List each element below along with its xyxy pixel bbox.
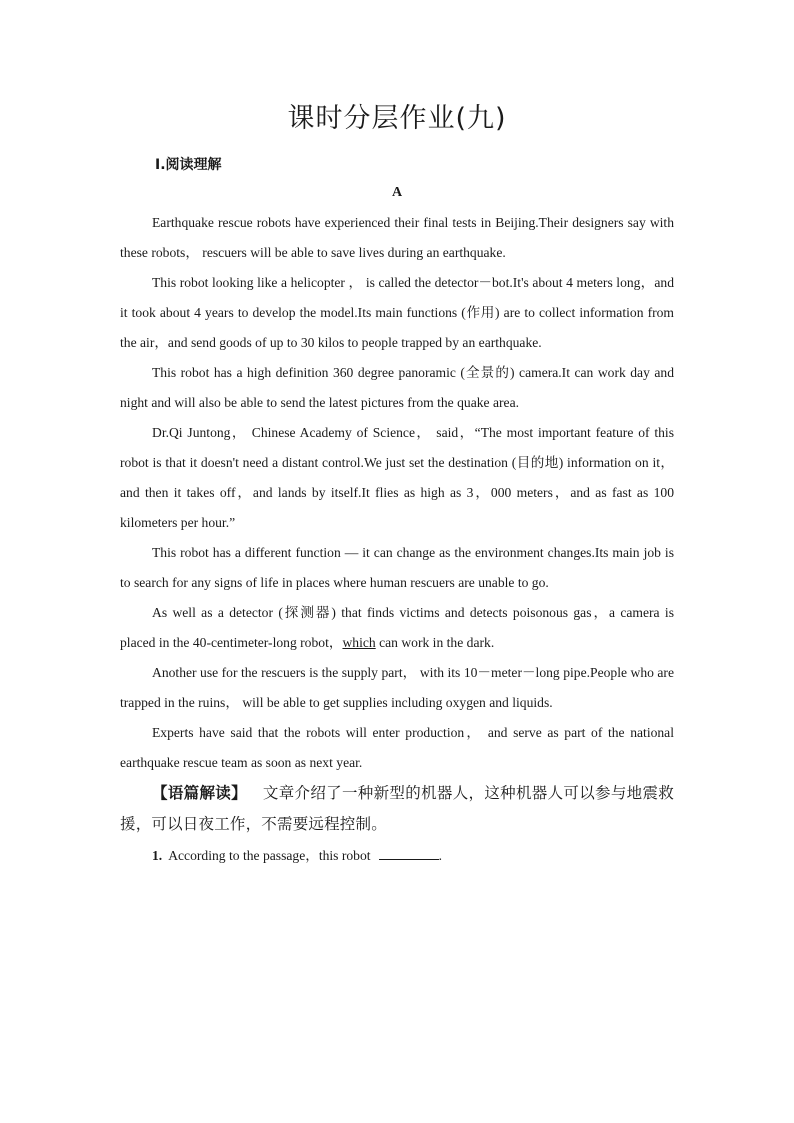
- analysis-tag: 【语篇解读】: [152, 784, 247, 802]
- paragraph: Dr.Qi Juntong， Chinese Academy of Science， said，“The most important feature of this robot is that it doesn't need a distant control.We just set the destination (目的地) information on it，and then it takes off，and lands by itself.It flies as high as 3，000 meters，and as fast as 100 kilometers per hour.”: [120, 425, 674, 530]
- page-title: 课时分层作业(九): [287, 103, 507, 134]
- paragraph-text: can work in the dark.: [375, 635, 495, 650]
- paragraph-with-underline: [120, 598, 674, 658]
- paragraph: Earthquake rescue robots have experienced their final tests in Beijing.Their designers say with these robots， rescuers will be able to save lives during an earthquake.: [120, 215, 674, 260]
- paragraph: This robot looking like a helicopter ， is called the detector－bot.It's about 4 meters long，and it took about 4 years to develop the model.Its main functions (作用) are to collect information from the air，and send goods of up to 30 kilos to people trapped by an earthquake.: [120, 275, 674, 350]
- paragraph: This robot has a different function — it can change as the environment changes.Its main job is to search for any signs of life in places where human rescuers are unable to go.: [120, 545, 674, 590]
- passage-letter: A: [391, 185, 403, 200]
- answer-blank[interactable]: [379, 847, 439, 860]
- question-text: According to the passage，this robot: [168, 848, 371, 863]
- paragraph: This robot has a high definition 360 degree panoramic (全景的) camera.It can work day and night and will also be able to send the latest pictures from the quake area.: [120, 365, 674, 410]
- paragraph-text: As well as a detector (探测器) that finds victims and detects poisonous gas，a camera is placed in the 40-centimeter-long robot，: [120, 605, 674, 650]
- analysis-text: 文章介绍了一种新型的机器人，这种机器人可以参与地震救援，可以日夜工作，不需要远程控制。: [120, 784, 675, 833]
- passage-body: [120, 208, 674, 872]
- passage-analysis: [120, 778, 674, 840]
- question-item: [120, 840, 674, 872]
- section-heading: Ⅰ.阅读理解: [155, 157, 222, 173]
- paragraph: Another use for the rescuers is the supply part， with its 10－meter－long pipe.People who are trapped in the ruins， will be able to get supplies including oxygen and liquids.: [120, 665, 674, 710]
- underlined-word: which: [342, 635, 376, 650]
- paragraph: Experts have said that the robots will enter production， and serve as part of the national earthquake rescue team as soon as next year.: [120, 725, 674, 770]
- question-number: 1.: [152, 848, 163, 863]
- question-end: .: [438, 848, 442, 863]
